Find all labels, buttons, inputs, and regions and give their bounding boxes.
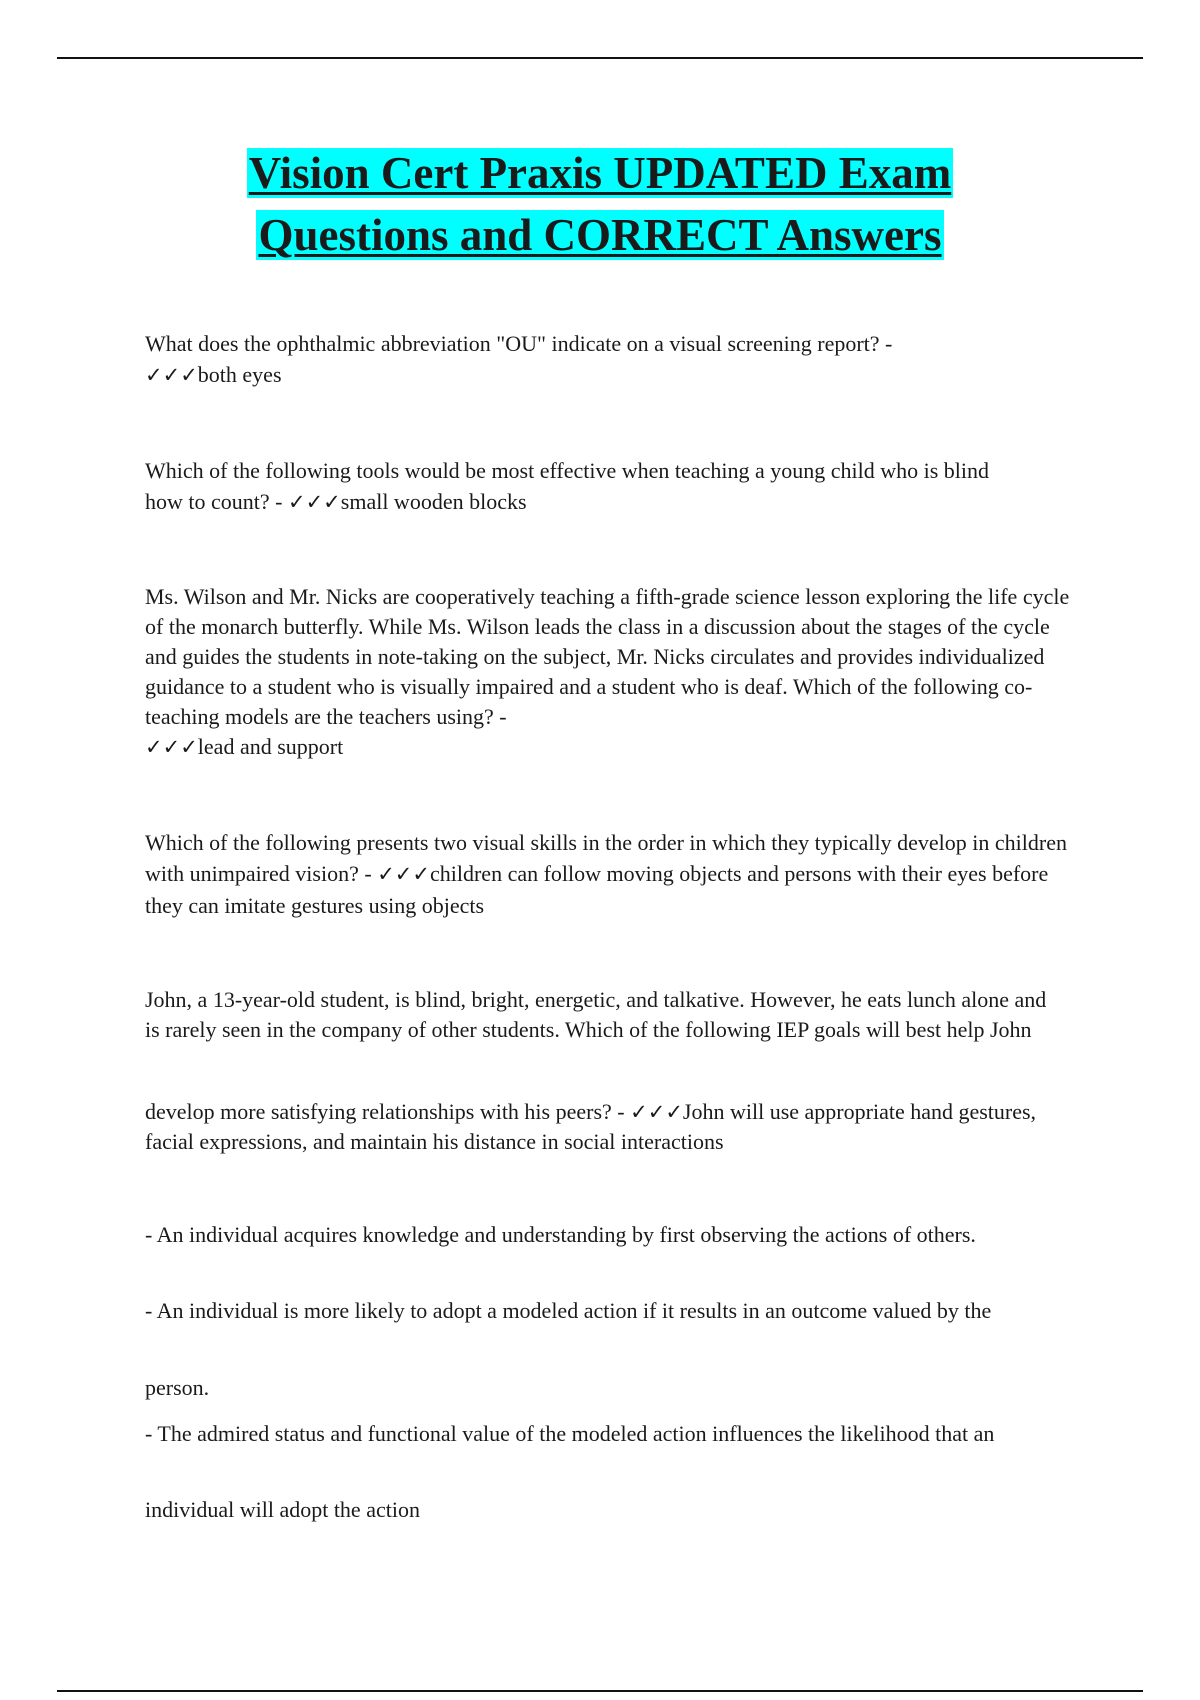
question-text: Which of the following tools would be most effective when teaching a young child who is blind how to count? - [145,458,989,514]
title-line-2: Questions and CORRECT Answers [258,210,942,260]
document-title [0,142,1200,266]
bullet-text: individual will adopt the action [145,1497,420,1522]
check-marks-icon: ✓✓✓ [287,490,341,514]
question-text-part-1: John, a 13-year-old student, is blind, bright, energetic, and talkative. However, he eats lunch alone and is rarely seen in the company of other students. Which of the following IEP goals will best help John [145,987,1047,1042]
question-text: Which of the following presents two visual skills in the order in which they typically develop in children with unimpaired vision? - [145,830,1067,886]
bullet-text: - An individual is more likely to adopt a modeled action if it results in an outcome valued by the [145,1298,992,1323]
answer-text: children can follow moving objects and persons with their eyes before they can imitate gestures using objects [145,861,1049,918]
qa-item-5 [145,985,1050,1045]
check-marks-icon: ✓✓✓ [377,862,430,886]
bullet-text: person. [145,1375,210,1400]
qa-item-1 [145,328,1060,391]
check-marks-icon: ✓✓✓ [630,1100,683,1124]
answer-text: John will use appropriate hand gestures, facial expressions, and maintain his distance in social interactions [145,1099,1037,1154]
bottom-rule [57,1690,1143,1692]
answer-text: small wooden blocks [340,489,527,514]
top-rule [57,57,1143,59]
question-text: Ms. Wilson and Mr. Nicks are cooperatively teaching a fifth-grade science lesson exploring the life cycle of the monarch butterfly. While Ms. Wilson leads the class in a discussion about the stages of the cycle and guides the students in note-taking on the subject, Mr. Nicks circulates and provides individualized guidance to a student who is visually impaired and a student who is deaf. Which of the following co-teaching models are the teachers using? - [145,584,1070,729]
bullet-1 [145,1220,1005,1250]
bullet-3 [145,1419,1060,1449]
answer-text: both eyes [197,362,282,387]
bullet-text: - An individual acquires knowledge and understanding by first observing the actions of others. [145,1222,976,1247]
qa-item-3 [145,582,1070,762]
qa-item-2 [145,455,1025,518]
question-text-part-2: develop more satisfying relationships with his peers? - [145,1099,625,1124]
title-line-1: Vision Cert Praxis UPDATED Exam [248,148,952,198]
question-text: What does the ophthalmic abbreviation "OU" indicate on a visual screening report? - [145,331,893,356]
bullet-3-continued [145,1494,1060,1525]
bullet-text: - The admired status and functional value of the modeled action influences the likelihood that an [145,1421,995,1446]
qa-item-5-continued [145,1097,1050,1157]
qa-item-4 [145,827,1070,921]
answer-text: lead and support [197,734,344,759]
check-marks-icon: ✓✓✓ [145,363,198,387]
check-marks-icon: ✓✓✓ [145,735,198,759]
bullet-2 [145,1296,1060,1326]
bullet-2-continued [145,1372,1060,1403]
